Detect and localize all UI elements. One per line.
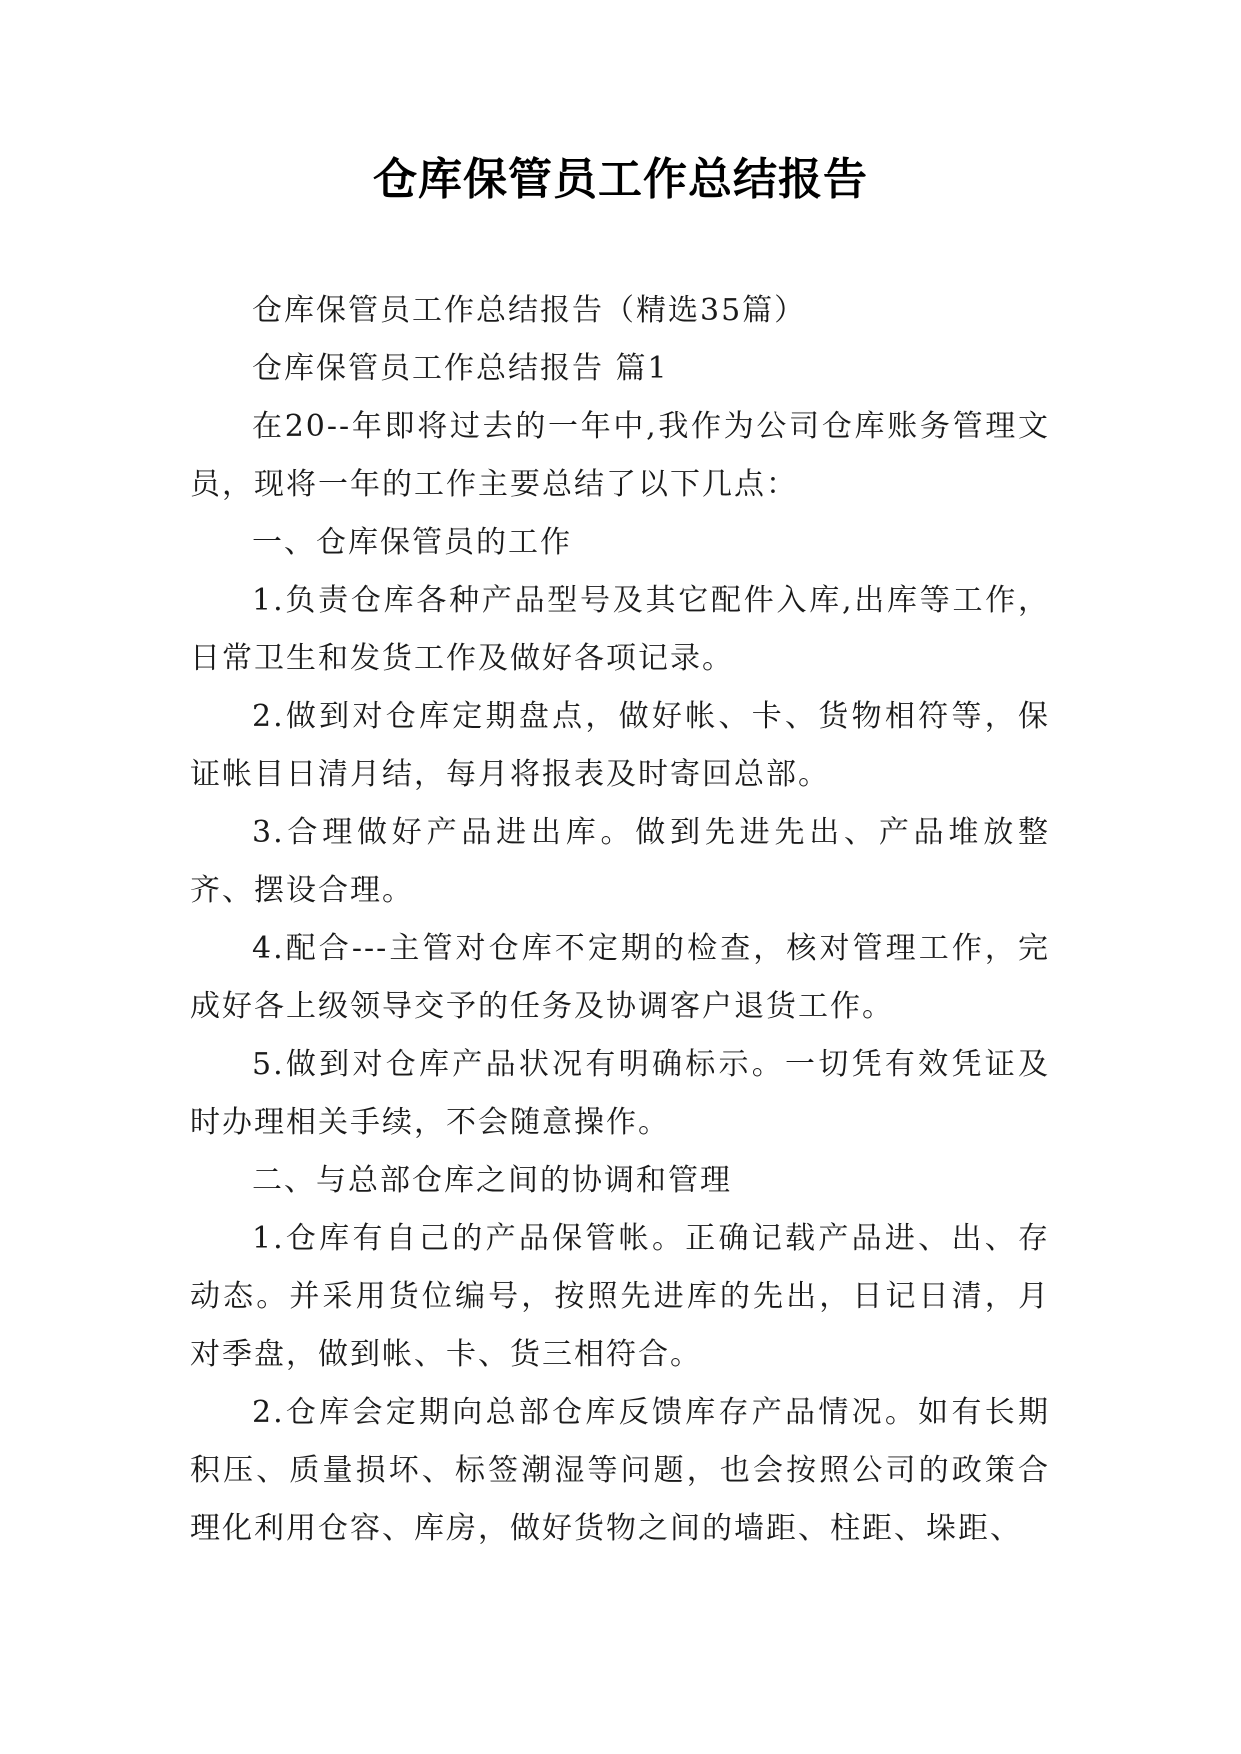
paragraph: 二、与总部仓库之间的协调和管理 — [252, 1163, 732, 1198]
document-body — [190, 282, 1050, 1558]
paragraph: 4.配合---主管对仓库不定期的检查，核对管理工作，完成好各上级领导交予的任务及协调客户退货工作。 — [190, 931, 1050, 1024]
paragraph: 仓库保管员工作总结报告 篇1 — [252, 351, 669, 386]
paragraph: 1.仓库有自己的产品保管帐。正确记载产品进、出、存动态。并采用货位编号，按照先进库的先出，日记日清，月对季盘，做到帐、卡、货三相符合。 — [190, 1221, 1050, 1372]
paragraph: 3.合理做好产品进出库。做到先进先出、产品堆放整齐、摆设合理。 — [190, 815, 1050, 908]
document-title: 仓库保管员工作总结报告 — [373, 154, 868, 205]
paragraph: 一、仓库保管员的工作 — [252, 525, 572, 560]
paragraph: 2.做到对仓库定期盘点，做好帐、卡、货物相符等，保证帐目日清月结，每月将报表及时寄回总部。 — [190, 699, 1050, 792]
paragraph: 在20--年即将过去的一年中,我作为公司仓库账务管理文员，现将一年的工作主要总结了以下几点： — [190, 409, 1050, 502]
paragraph: 5.做到对仓库产品状况有明确标示。一切凭有效凭证及时办理相关手续，不会随意操作。 — [190, 1047, 1050, 1140]
paragraph: 2.仓库会定期向总部仓库反馈库存产品情况。如有长期积压、质量损坏、标签潮湿等问题，也会按照公司的政策合理化利用仓容、库房，做好货物之间的墙距、柱距、垛距、 — [190, 1395, 1050, 1546]
paragraph: 仓库保管员工作总结报告（精选35篇） — [252, 293, 807, 328]
paragraph: 1.负责仓库各种产品型号及其它配件入库,出库等工作，日常卫生和发货工作及做好各项记录。 — [190, 583, 1050, 676]
